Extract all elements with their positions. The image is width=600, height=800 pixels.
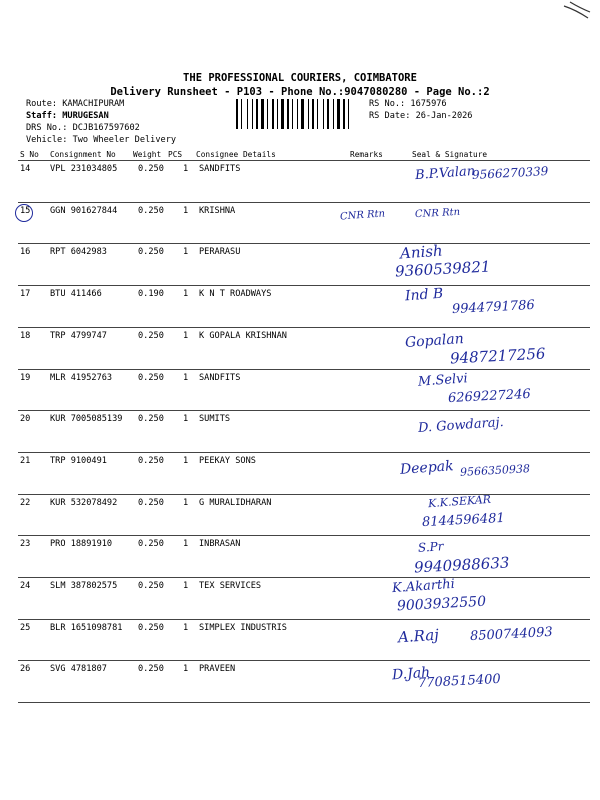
barcode-bar bbox=[267, 99, 268, 129]
row-consignee: TEX SERVICES bbox=[199, 581, 262, 591]
row-sno: 20 bbox=[20, 414, 31, 425]
barcode-bar bbox=[325, 99, 326, 129]
handwritten-signature: A.Raj bbox=[397, 625, 440, 647]
handwritten-signature: K.K.SEKAR bbox=[427, 492, 492, 510]
barcode-bar bbox=[256, 99, 258, 129]
row-divider bbox=[18, 702, 590, 703]
row-consignment-no: BTU 411466 bbox=[50, 289, 102, 300]
barcode-bar bbox=[254, 99, 255, 129]
row-consignee: KRISHNA bbox=[199, 205, 236, 216]
handwritten-phone: CNR Rtn bbox=[414, 206, 461, 220]
barcode-bar bbox=[252, 99, 253, 129]
row-sno: 15 bbox=[20, 205, 31, 216]
row-consignee: SANDFITS bbox=[199, 164, 241, 174]
barcode-bar bbox=[337, 99, 340, 129]
col-sno-header: S No bbox=[20, 150, 39, 159]
handwritten-phone: 9003932550 bbox=[396, 593, 487, 615]
rs-number: RS No.: 1675976 bbox=[369, 99, 447, 109]
row-consignment-no: MLR 41952763 bbox=[50, 372, 113, 383]
barcode-bar bbox=[294, 99, 296, 129]
route-label: Route: KAMACHIPURAM bbox=[26, 99, 125, 109]
row-weight: 0.250 bbox=[138, 372, 164, 383]
staff-label: Staff: MURUGESAN bbox=[26, 111, 109, 121]
row-sno: 16 bbox=[20, 247, 31, 258]
row-divider bbox=[18, 369, 590, 370]
row-sno: 19 bbox=[20, 372, 31, 383]
row-sno: 17 bbox=[20, 289, 31, 300]
barcode-bar bbox=[312, 99, 314, 129]
row-weight: 0.250 bbox=[138, 664, 164, 675]
barcode-bar bbox=[346, 99, 347, 129]
drs-number: DRS No.: DCJB167597602 bbox=[26, 123, 140, 133]
col-pcs-header: PCS bbox=[168, 150, 183, 159]
row-weight: 0.250 bbox=[138, 581, 164, 591]
row-consignee: PEEKAY SONS bbox=[199, 455, 256, 466]
row-consignment-no: PRO 18891910 bbox=[50, 539, 113, 550]
barcode-bar bbox=[279, 99, 280, 129]
row-consignee: SIMPLEX INDUSTRIS bbox=[199, 622, 287, 633]
row-pcs: 1 bbox=[183, 164, 189, 174]
barcode-bar bbox=[275, 99, 276, 129]
handwritten-phone: 8500744093 bbox=[469, 624, 554, 644]
row-consignee: SUMITS bbox=[199, 414, 231, 425]
handwritten-phone: 9487217256 bbox=[449, 344, 546, 368]
barcode-bar bbox=[249, 99, 251, 129]
barcode-bar bbox=[259, 99, 260, 129]
row-divider bbox=[18, 535, 590, 536]
row-sno: 21 bbox=[20, 455, 31, 466]
barcode-bar bbox=[317, 99, 318, 129]
row-pcs: 1 bbox=[183, 539, 189, 550]
barcode-bar bbox=[272, 99, 274, 129]
row-consignee: K N T ROADWAYS bbox=[199, 289, 272, 300]
row-consignee: SANDFITS bbox=[199, 372, 241, 383]
barcode-bar bbox=[292, 99, 293, 129]
barcode-bar bbox=[301, 99, 304, 129]
barcode-bar bbox=[281, 99, 284, 129]
row-divider bbox=[18, 160, 590, 161]
handwritten-phone: 9360539821 bbox=[394, 257, 491, 281]
row-weight: 0.190 bbox=[138, 289, 164, 300]
barcode-bar bbox=[241, 99, 242, 129]
handwritten-signature: K.Akarthi bbox=[391, 576, 456, 597]
handwritten-signature: D. Gowdaraj. bbox=[417, 415, 505, 437]
barcode-bar bbox=[335, 99, 336, 129]
row-divider bbox=[18, 285, 590, 286]
handwritten-signature: M.Selvi bbox=[417, 370, 469, 390]
row-consignment-no: BLR 1651098781 bbox=[50, 622, 123, 633]
barcode-bar bbox=[315, 99, 316, 129]
row-pcs: 1 bbox=[183, 247, 189, 258]
row-consignment-no: TRP 4799747 bbox=[50, 330, 107, 341]
row-consignment-no: KUR 7005085139 bbox=[50, 414, 123, 425]
row-sno: 25 bbox=[20, 622, 31, 633]
barcode-bar bbox=[323, 99, 324, 129]
vehicle-label: Vehicle: Two Wheeler Delivery bbox=[26, 135, 177, 145]
row-weight: 0.250 bbox=[138, 247, 164, 258]
row-weight: 0.250 bbox=[138, 539, 164, 550]
row-divider bbox=[18, 660, 590, 661]
row-pcs: 1 bbox=[183, 330, 189, 341]
barcode-bar bbox=[308, 99, 309, 129]
row-sno: 24 bbox=[20, 581, 31, 591]
col-weight-header: Weight bbox=[133, 150, 162, 159]
handwritten-signature: Ind B bbox=[404, 285, 444, 305]
handwritten-phone: 9566270339 bbox=[471, 164, 549, 182]
row-consignee: G MURALIDHARAN bbox=[199, 497, 272, 508]
row-divider bbox=[18, 327, 590, 328]
row-weight: 0.250 bbox=[138, 164, 164, 174]
row-consignee: K GOPALA KRISHNAN bbox=[199, 330, 287, 341]
row-sno: 26 bbox=[20, 664, 31, 675]
barcode-bar bbox=[277, 99, 278, 129]
col-consignment-header: Consignment No bbox=[50, 150, 116, 159]
barcode-image bbox=[236, 99, 366, 129]
row-consignment-no: VPL 231034805 bbox=[50, 164, 118, 174]
barcode-bar bbox=[299, 99, 300, 129]
row-consignment-no: TRP 9100491 bbox=[50, 455, 107, 466]
rs-date: RS Date: 26-Jan-2026 bbox=[369, 111, 473, 121]
handwritten-signature: B.P.Valan bbox=[414, 163, 476, 184]
row-weight: 0.250 bbox=[138, 414, 164, 425]
row-weight: 0.250 bbox=[138, 497, 164, 508]
company-title: THE PROFESSIONAL COURIERS, COIMBATORE bbox=[183, 72, 417, 84]
handwritten-signature: Gopalan bbox=[404, 330, 465, 351]
row-pcs: 1 bbox=[183, 372, 189, 383]
barcode-bar bbox=[333, 99, 334, 129]
row-weight: 0.250 bbox=[138, 455, 164, 466]
row-sno: 18 bbox=[20, 330, 31, 341]
barcode-bar bbox=[265, 99, 266, 129]
row-divider bbox=[18, 243, 590, 244]
row-consignee: PERARASU bbox=[199, 247, 241, 258]
row-consignment-no: RPT 6042983 bbox=[50, 247, 107, 258]
barcode-bar bbox=[319, 99, 322, 129]
handwritten-phone: 6269227246 bbox=[447, 386, 532, 406]
row-divider bbox=[18, 619, 590, 620]
row-pcs: 1 bbox=[183, 455, 189, 466]
barcode-bar bbox=[239, 99, 240, 129]
row-pcs: 1 bbox=[183, 581, 189, 591]
row-consignee: INBRASAN bbox=[199, 539, 241, 550]
row-consignment-no: SVG 4781807 bbox=[50, 664, 107, 675]
handwritten-signature: CNR Rtn bbox=[339, 208, 386, 223]
row-consignment-no: KUR 532078492 bbox=[50, 497, 118, 508]
handwritten-phone: 9566350938 bbox=[459, 462, 531, 479]
row-pcs: 1 bbox=[183, 205, 189, 216]
circled-row-mark bbox=[15, 204, 33, 222]
row-pcs: 1 bbox=[183, 622, 189, 633]
barcode-bar bbox=[287, 99, 289, 129]
barcode-bar bbox=[285, 99, 286, 129]
row-divider bbox=[18, 494, 590, 495]
row-pcs: 1 bbox=[183, 289, 189, 300]
row-divider bbox=[18, 202, 590, 203]
barcode-bar bbox=[297, 99, 298, 129]
row-sno: 22 bbox=[20, 497, 31, 508]
barcode-bar bbox=[348, 99, 349, 129]
barcode-bar bbox=[341, 99, 342, 129]
row-consignment-no: SLM 387802575 bbox=[50, 581, 118, 591]
row-divider bbox=[18, 410, 590, 411]
runsheet-subtitle: Delivery Runsheet - P103 - Phone No.:9047080280 - Page No.:2 bbox=[110, 86, 490, 98]
barcode-bar bbox=[343, 99, 345, 129]
barcode-bar bbox=[350, 99, 352, 129]
row-consignee: PRAVEEN bbox=[199, 664, 236, 675]
barcode-bar bbox=[290, 99, 291, 129]
barcode-bar bbox=[243, 99, 246, 129]
row-divider bbox=[18, 452, 590, 453]
barcode-bar bbox=[327, 99, 329, 129]
handwritten-phone: 7708515400 bbox=[417, 672, 502, 692]
row-pcs: 1 bbox=[183, 497, 189, 508]
row-weight: 0.250 bbox=[138, 622, 164, 633]
handwritten-signature: D.Jah bbox=[391, 665, 431, 684]
row-weight: 0.250 bbox=[138, 330, 164, 341]
barcode-bar bbox=[330, 99, 332, 129]
handwritten-signature: Anish bbox=[399, 241, 444, 263]
row-sno: 14 bbox=[20, 164, 31, 174]
barcode-bar bbox=[236, 99, 238, 129]
row-pcs: 1 bbox=[183, 414, 189, 425]
barcode-bar bbox=[310, 99, 311, 129]
col-seal-header: Seal & Signature bbox=[412, 150, 488, 159]
handwritten-signature: Deepak bbox=[399, 458, 455, 478]
col-consignee-header: Consignee Details bbox=[196, 150, 276, 159]
row-consignment-no: GGN 901627844 bbox=[50, 205, 118, 216]
row-pcs: 1 bbox=[183, 664, 189, 675]
handwritten-phone: 9940988633 bbox=[413, 553, 510, 577]
pen-mark-corner bbox=[562, 0, 592, 22]
row-weight: 0.250 bbox=[138, 205, 164, 216]
handwritten-signature: S.Pr bbox=[417, 539, 444, 556]
handwritten-phone: 9944791786 bbox=[451, 297, 536, 318]
barcode-bar bbox=[305, 99, 307, 129]
row-sno: 23 bbox=[20, 539, 31, 550]
barcode-bar bbox=[269, 99, 271, 129]
row-divider bbox=[18, 577, 590, 578]
barcode-bar bbox=[247, 99, 248, 129]
barcode-bar bbox=[261, 99, 264, 129]
col-remarks-header: Remarks bbox=[350, 150, 383, 159]
handwritten-phone: 8144596481 bbox=[421, 510, 506, 530]
